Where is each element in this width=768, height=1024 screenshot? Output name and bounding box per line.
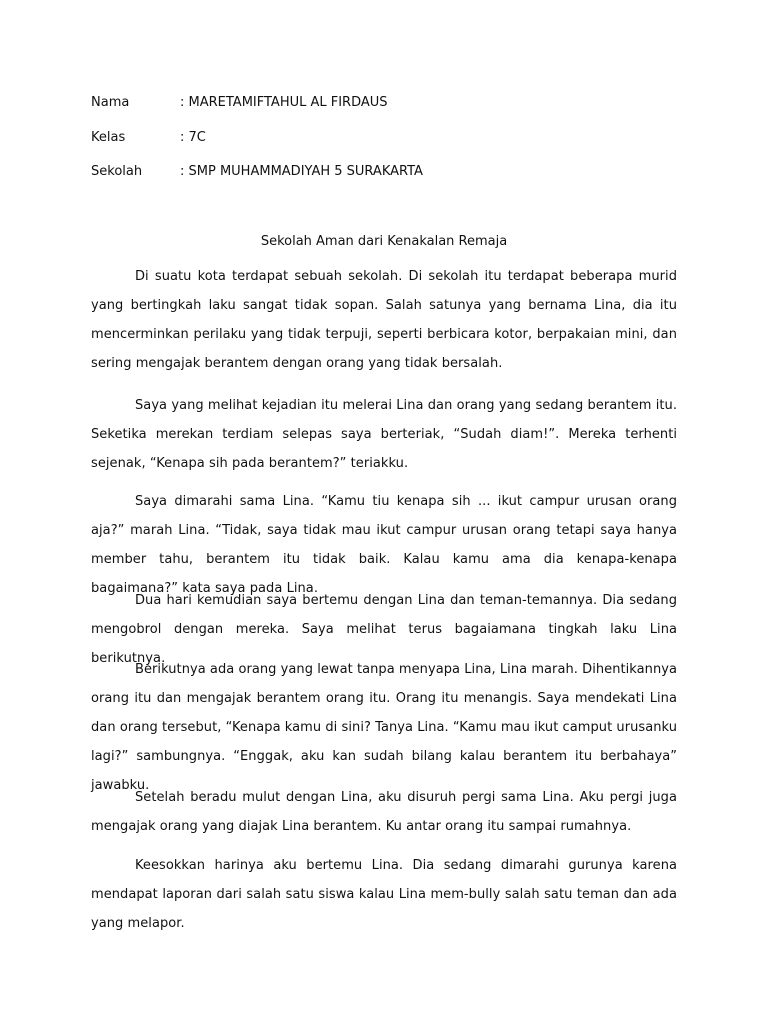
paragraph: Berikutnya ada orang yang lewat tanpa menyapa Lina, Lina marah. Dihentikannya orang itu dan mengajak berantem orang itu. Orang itu menangis. Saya mendekati Lina dan orang tersebut, “Kenapa kamu di sini? Tanya Lina. “Kamu mau ikut camput urusanku lagi?” sambungnya. “Enggak, aku kan sudah bilang kalau berantem itu berbahaya” jawabku. xyxy=(91,662,677,793)
paragraph: Saya yang melihat kejadian itu melerai Lina dan orang yang sedang berantem itu. Seketika merekan terdiam selepas saya berteriak, “Sudah diam!”. Mereka terhenti sejenak, “Kenapa sih pada berantem?” teriakku. xyxy=(91,398,677,471)
paragraph: Keesokkan harinya aku bertemu Lina. Dia sedang dimarahi gurunya karena mendapat laporan dari salah satu siswa kalau Lina mem-bully salah satu teman dan ada yang melapor. xyxy=(91,858,677,931)
header-nama-row xyxy=(91,94,388,112)
paragraph: Setelah beradu mulut dengan Lina, aku disuruh pergi sama Lina. Aku pergi juga mengajak orang yang diajak Lina berantem. Ku antar orang itu sampai rumahnya. xyxy=(91,790,677,834)
paragraph: Di suatu kota terdapat sebuah sekolah. Di sekolah itu terdapat beberapa murid yang bertingkah laku sangat tidak sopan. Salah satunya yang bernama Lina, dia itu mencerminkan perilaku yang tidak terpuji, seperti berbicara kotor, berpakaian mini, dan sering mengajak berantem dengan orang yang tidak bersalah. xyxy=(91,269,677,371)
header-sekolah-row xyxy=(91,163,423,181)
paragraph: Saya dimarahi sama Lina. “Kamu tiu kenapa sih ... ikut campur urusan orang aja?” marah Lina. “Tidak, saya tidak mau ikut campur urusan orang tetapi saya hanya member tahu, berantem itu tidak baik. Kalau kamu ama dia kenapa-kenapa bagaimana?” kata saya pada Lina. xyxy=(91,494,677,596)
header-nama-value: : MARETAMIFTAHUL AL FIRDAUS xyxy=(180,95,388,110)
document-title: Sekolah Aman dari Kenakalan Remaja xyxy=(260,234,508,249)
header-kelas-label: Kelas xyxy=(91,130,126,145)
header-nama-label: Nama xyxy=(91,95,130,110)
header-kelas-row xyxy=(91,129,206,147)
header-sekolah-label: Sekolah xyxy=(91,164,143,179)
paragraph: Dua hari kemudian saya bertemu dengan Lina dan teman-temannya. Dia sedang mengobrol dengan mereka. Saya melihat terus bagaiamana tingkah laku Lina berikutnya. xyxy=(91,593,677,666)
header-sekolah-value: : SMP MUHAMMADIYAH 5 SURAKARTA xyxy=(180,164,423,179)
header-kelas-value: : 7C xyxy=(180,130,206,145)
